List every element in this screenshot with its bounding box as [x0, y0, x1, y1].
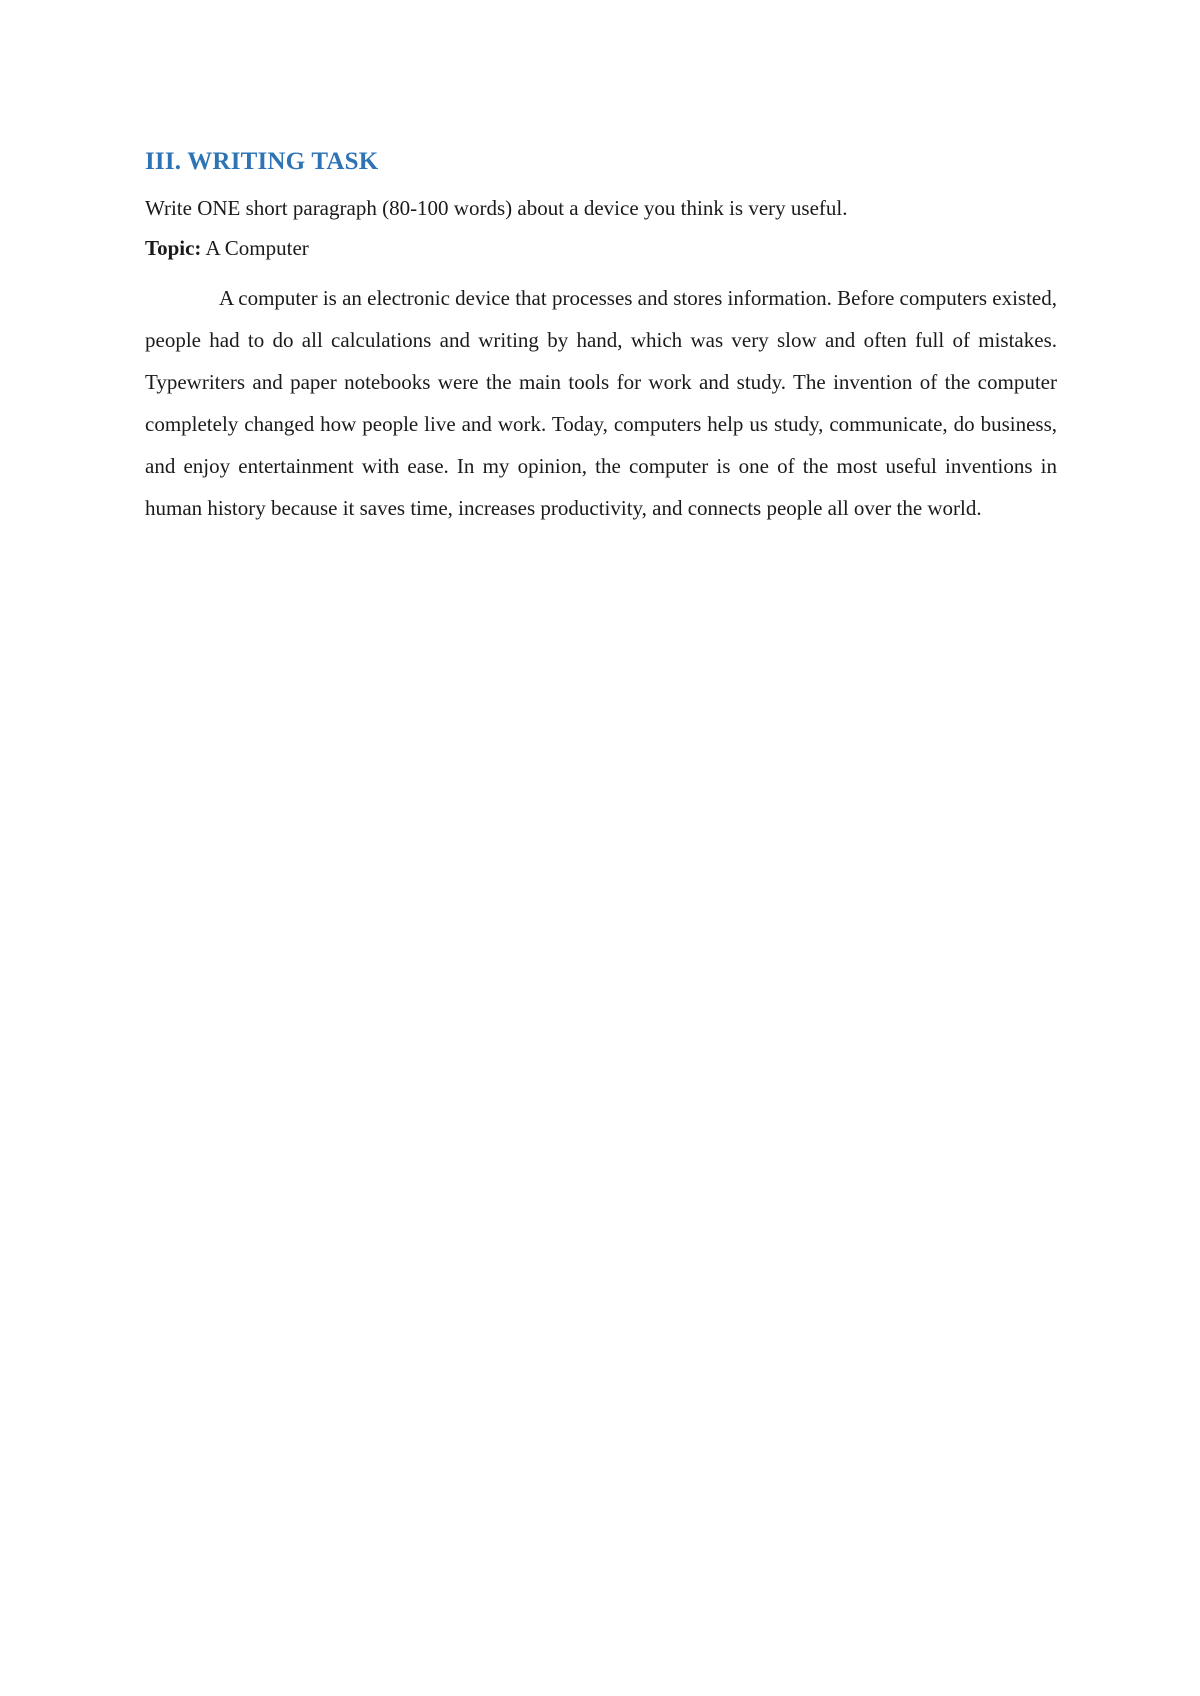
document-content — [145, 142, 1057, 529]
topic-label: Topic: — [145, 236, 202, 260]
section-heading: III. WRITING TASK — [145, 148, 379, 175]
task-instruction: Write ONE short paragraph (80-100 words) about a device you think is very useful. — [145, 196, 848, 220]
topic-line — [145, 233, 1057, 263]
essay-paragraph: A computer is an electronic device that processes and stores information. Before computers existed, people had to do all calculations and writing by hand, which was very slow and often full of mistakes. Typewriters and paper notebooks were the main tools for work and study. The invention of the computer completely changed how people live and work. Today, computers help us study, communicate, do business, and enjoy entertainment with ease. In my opinion, the computer is one of the most useful inventions in human history because it saves time, increases productivity, and connects people all over the world. — [145, 286, 1057, 520]
topic-value: A Computer — [205, 236, 309, 260]
